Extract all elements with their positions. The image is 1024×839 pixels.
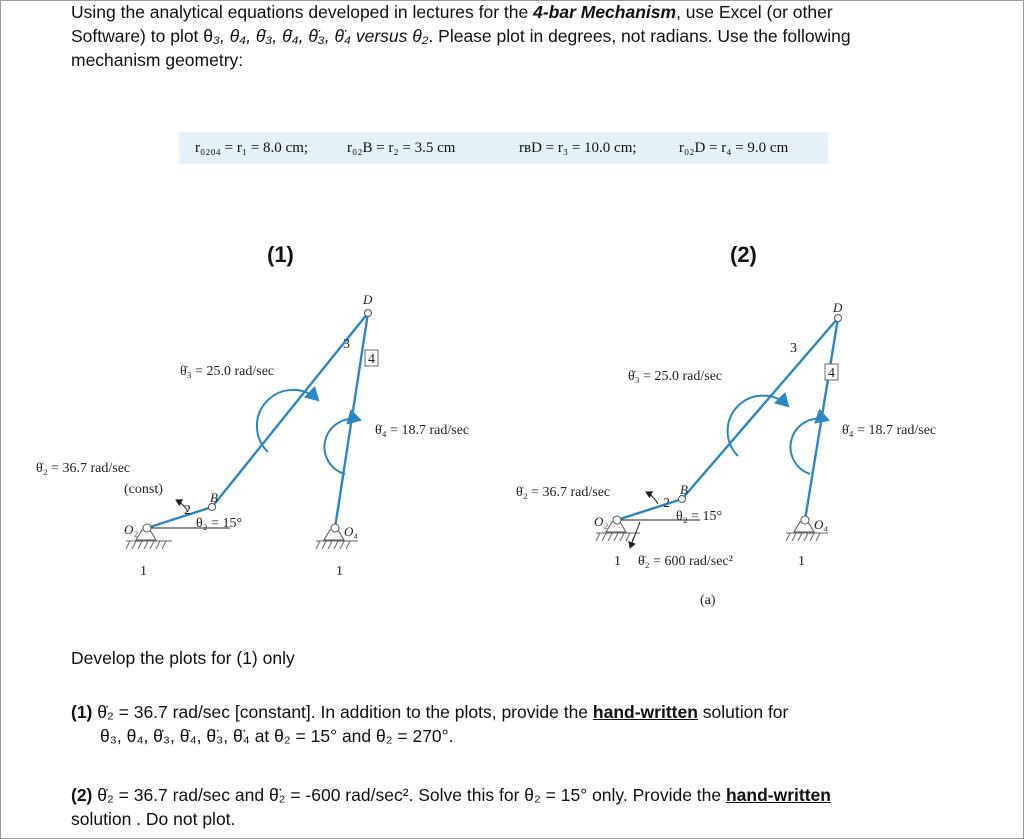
label-o2-fig1: O₂ xyxy=(124,522,138,537)
label-d-fig1: D xyxy=(363,292,373,307)
pin-o4-fig2 xyxy=(801,516,809,524)
omega3-arc-fig1 xyxy=(257,390,318,452)
figure-1-mechanism xyxy=(36,292,469,579)
omega4-label-fig2: θ̇₄ = 18.7 rad/sec xyxy=(842,423,937,438)
label-link3-fig1: 3 xyxy=(343,337,350,352)
omega4-label-fig1: θ̇₄ = 18.7 rad/sec xyxy=(375,423,470,438)
link-2-fig2 xyxy=(617,499,682,520)
develop-instruction: Develop the plots for (1) only xyxy=(71,648,295,668)
intro-line-1: Using the analytical equations developed in lectures for the 4-bar Mechanism, use Excel (or other xyxy=(71,2,833,22)
omega4-arc-fig1 xyxy=(324,419,360,474)
label-o4-fig2: O₄ xyxy=(814,517,828,532)
pin-o2-fig1 xyxy=(143,524,151,532)
label-o4-fig1: O₄ xyxy=(344,524,358,539)
pin-d-fig2 xyxy=(835,315,842,322)
link-4-fig1 xyxy=(335,313,368,528)
alpha2-label-fig2: θ̈₂ = 600 rad/sec² xyxy=(638,554,733,569)
ground-label-a-fig1: 1 xyxy=(140,564,147,579)
pin-o2-fig2 xyxy=(613,516,621,524)
label-o2-fig2: O₂ xyxy=(594,514,608,529)
ground-label-b-fig1: 1 xyxy=(336,564,343,579)
question-2-line-2: solution . Do not plot. xyxy=(71,809,236,829)
omega3-label-fig2: θ̇₃ = 25.0 rad/sec xyxy=(628,369,723,384)
figure-2-number: (2) xyxy=(730,242,757,267)
label-link3-fig2: 3 xyxy=(790,341,797,356)
omega2-arrow-fig2 xyxy=(646,492,658,504)
omega3-arc-fig2 xyxy=(728,396,788,456)
label-link2-fig2: 2 xyxy=(663,496,670,511)
omega2-label-fig1: θ̇₂ = 36.7 rad/sec xyxy=(36,461,131,476)
geometry-r2: r₀₂B = r₂ = 3.5 cm xyxy=(347,140,456,156)
ground-label-a-fig2: 1 xyxy=(614,554,621,569)
omega3-label-fig1: θ̇₃ = 25.0 rad/sec xyxy=(180,364,275,379)
figure-2-mechanism xyxy=(516,300,936,608)
pin-d-fig1 xyxy=(365,310,372,317)
omega4-arc-fig2 xyxy=(791,419,828,474)
geometry-r3: rʙD = r₃ = 10.0 cm; xyxy=(519,140,637,156)
label-link2-fig1: 2 xyxy=(184,503,191,518)
pin-o4-fig1 xyxy=(331,524,339,532)
ground-label-b-fig2: 1 xyxy=(798,554,805,569)
question-1-line-1: (1) θ̇₂ = 36.7 rad/sec [constant]. In addition to the plots, provide the hand-written solution for xyxy=(71,702,789,722)
const-label-fig1: (const) xyxy=(124,482,163,497)
geometry-r1: r₀₂₀₄ = r₁ = 8.0 cm; xyxy=(195,140,309,156)
theta2-label-fig1: θ₂ = 15° xyxy=(196,516,243,531)
geometry-r4: r₀₂D = r₄ = 9.0 cm xyxy=(679,140,789,156)
label-d-fig2: D xyxy=(833,300,843,315)
subfigure-a-label: (a) xyxy=(700,593,716,608)
theta2-label-fig2: θ₂ = 15° xyxy=(676,509,723,524)
question-2-line-1: (2) θ̇₂ = 36.7 rad/sec and θ̈₂ = -600 rad/sec². Solve this for θ₂ = 15° only. Provide the hand-written xyxy=(71,785,831,805)
question-1-line-2: θ₃, θ₄, θ̇₃, θ̇₄, θ̈₃, θ̈₄ at θ₂ = 15° and θ₂ = 270°. xyxy=(100,726,454,746)
link-3-fig2 xyxy=(682,318,838,499)
intro-line-3: mechanism geometry: xyxy=(71,50,244,70)
alpha2-arrow-fig2 xyxy=(630,522,640,548)
omega2-label-fig2: θ̇₂ = 36.7 rad/sec xyxy=(516,485,611,500)
label-b-fig1: B xyxy=(210,490,218,505)
figure-1-number: (1) xyxy=(267,242,294,267)
intro-line-2: Software) to plot θ₃, θ₄, θ̇₃, θ̇₄, θ̈₃, θ̈₄ versus θ₂. Please plot in degrees, not radians. Use the following xyxy=(71,26,851,46)
label-link4-fig1: 4 xyxy=(368,352,375,367)
label-b-fig2: B xyxy=(680,482,688,497)
label-link4-fig2: 4 xyxy=(828,366,835,381)
